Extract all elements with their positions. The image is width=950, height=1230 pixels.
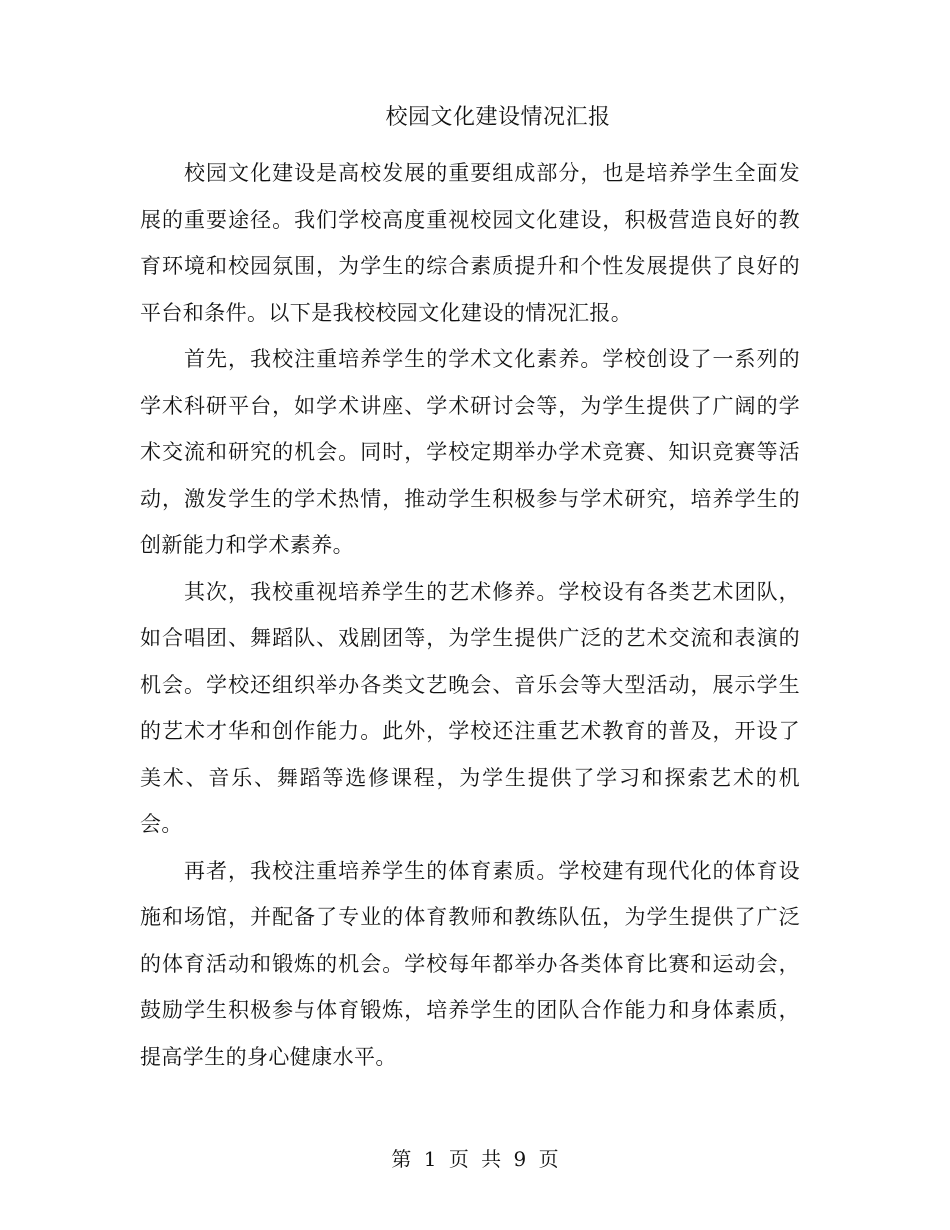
paragraph-art: 其次，我校重视培养学生的艺术修养。学校设有各类艺术团队，如合唱团、舞蹈队、戏剧团等，为学生提供广泛的艺术交流和表演的机会。学校还组织举办各类文艺晚会、音乐会等大型活动，展示学生的艺术才华和创作能力。此外，学校还注重艺术教育的普及，开设了美术、音乐、舞蹈等选修课程，为学生提供了学习和探索艺术的机会。 xyxy=(140,579,800,836)
document-title: 校园文化建设情况汇报 xyxy=(385,105,611,130)
document-body xyxy=(140,150,800,1080)
paragraph-intro: 校园文化建设是高校发展的重要组成部分，也是培养学生全面发展的重要途径。我们学校高度重视校园文化建设，积极营造良好的教育环境和校园氛围，为学生的综合素质提升和个性发展提供了良好的平台和条件。以下是我校校园文化建设的情况汇报。 xyxy=(140,161,800,325)
paragraph-sports: 再者，我校注重培养学生的体育素质。学校建有现代化的体育设施和场馆，并配备了专业的体育教师和教练队伍，为学生提供了广泛的体育活动和锻炼的机会。学校每年都举办各类体育比赛和运动会，鼓励学生积极参与体育锻炼，培养学生的团队合作能力和身体素质，提高学生的身心健康水平。 xyxy=(140,858,800,1069)
paragraph-academic: 首先，我校注重培养学生的学术文化素养。学校创设了一系列的学术科研平台，如学术讲座、学术研讨会等，为学生提供了广阔的学术交流和研究的机会。同时，学校定期举办学术竞赛、知识竞赛等活动，激发学生的学术热情，推动学生积极参与学术研究，培养学生的创新能力和学术素养。 xyxy=(140,347,800,557)
page-number-footer: 第 1 页 共 9 页 xyxy=(391,1147,559,1171)
